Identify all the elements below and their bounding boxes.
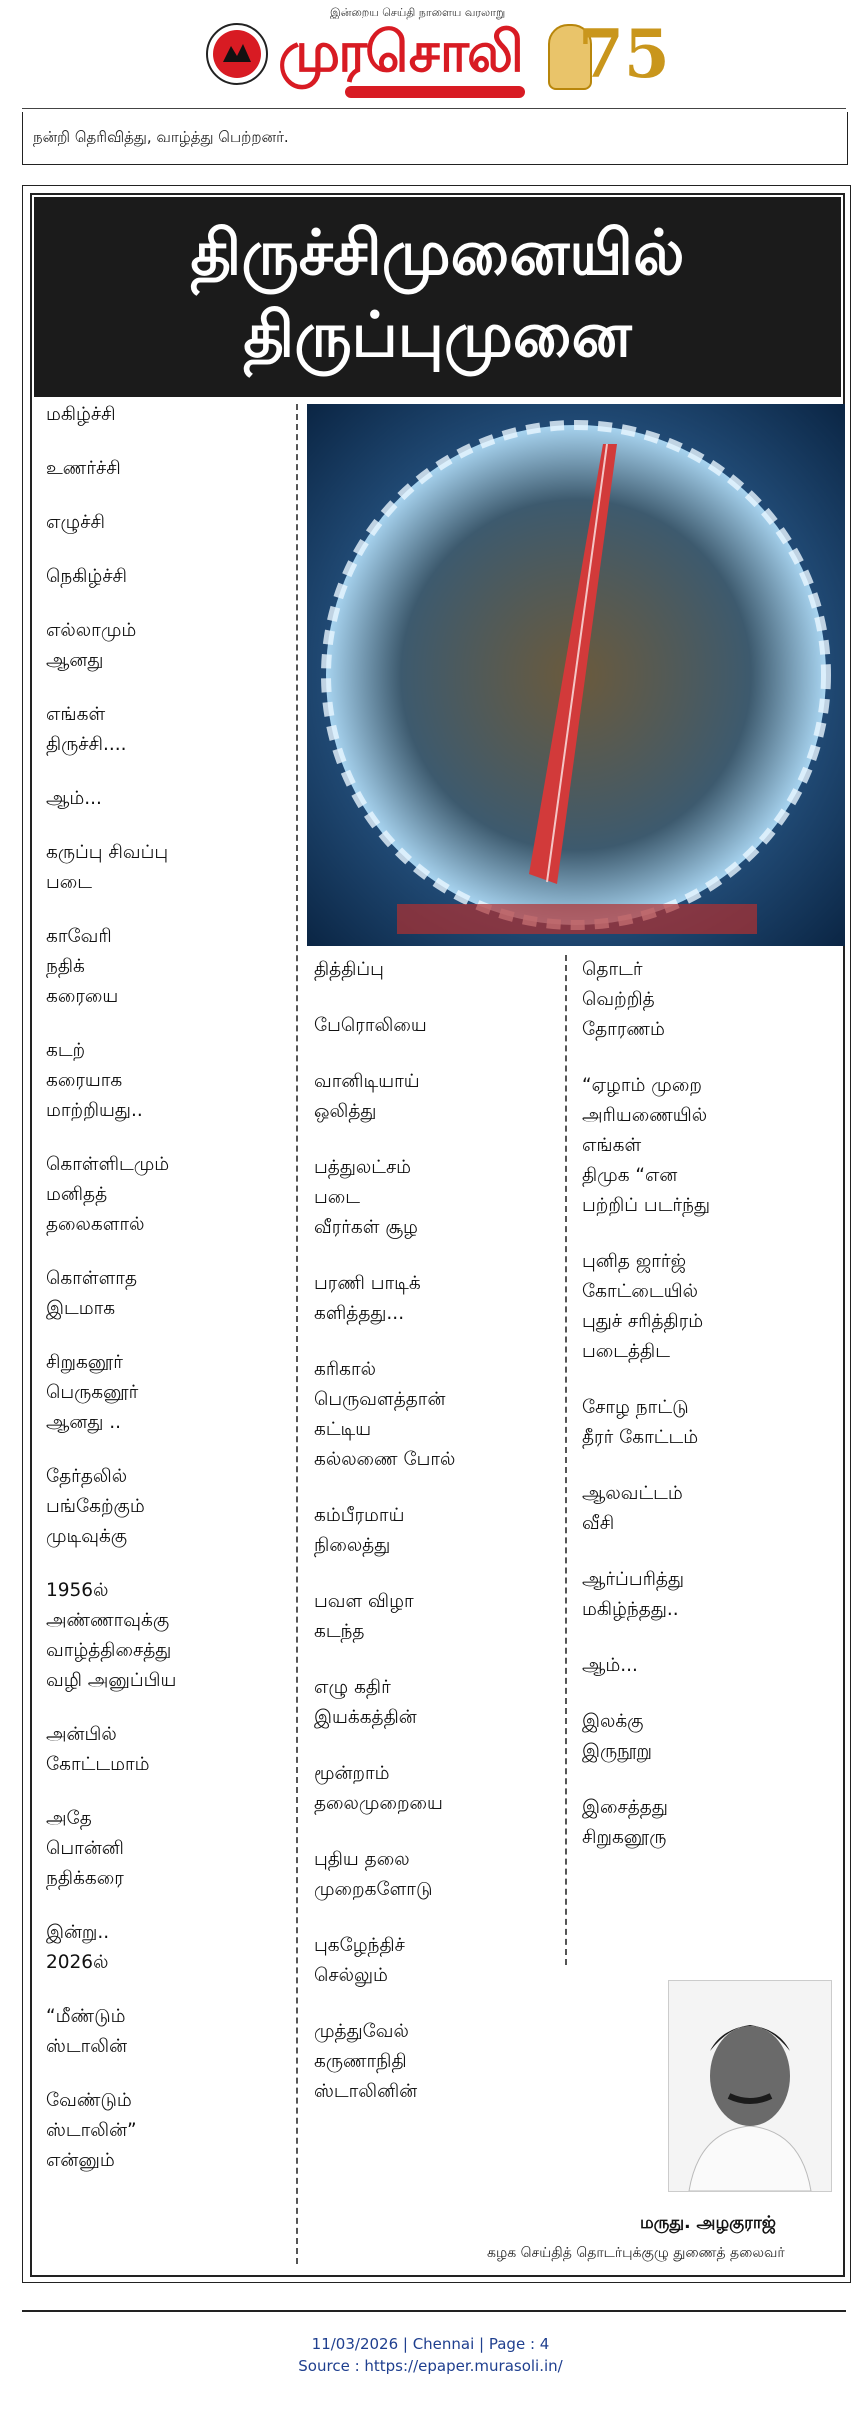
poem-stanza: கருப்பு சிவப்பு படை	[46, 842, 169, 893]
poem-stanza: புனித ஜார்ஜ் கோட்டையில் புதுச் சரித்திரம் படைத்திட	[582, 1251, 704, 1362]
poem-stanza: 1956ல் அண்ணாவுக்கு வாழ்த்திசைத்து வழி அனுப்பிய	[46, 1580, 177, 1691]
poem-stanza: ஆம்...	[46, 788, 102, 809]
author-name: மருது. அழகுராஜ்	[640, 2213, 776, 2233]
page-bottom-divider	[22, 2310, 846, 2312]
anniversary-number: 75	[578, 15, 670, 93]
column-separator-2	[565, 955, 567, 1965]
poem-stanza: இலக்கு இருநூறு	[582, 1711, 653, 1762]
poem-stanza: இசைத்தது சிறுகனூரு	[582, 1797, 668, 1848]
poem-stanza: அதே பொன்னி நதிக்கரை	[46, 1808, 124, 1889]
poem-stanza: புதிய தலை முறைகளோடு	[314, 1849, 433, 1900]
source-link[interactable]: Source : https://epaper.murasoli.in/	[298, 2357, 563, 2375]
masthead-divider	[22, 108, 846, 109]
poem-stanza: புகழேந்திச் செல்லும்	[314, 1935, 405, 1986]
poem-stanza: ஆலவட்டம் வீசி	[582, 1483, 683, 1534]
anniversary-logo	[540, 14, 670, 100]
poem-stanza: வானிடியாய் ஒலித்து	[314, 1071, 420, 1122]
poem-stanza: நெகிழ்ச்சி	[46, 566, 128, 587]
poem-stanza: ஆர்ப்பரித்து மகிழ்ந்தது..	[582, 1569, 685, 1620]
poem-stanza: தேர்தலில் பங்கேற்கும் முடிவுக்கு	[46, 1466, 145, 1547]
crowd-globe-image	[307, 404, 845, 946]
column-separator-1	[296, 404, 298, 2264]
poem-column-2	[314, 955, 554, 2133]
poem-stanza: எங்கள் திருச்சி....	[46, 704, 127, 755]
poem-stanza: எழுச்சி	[46, 512, 105, 533]
poem-column-3	[582, 955, 842, 1879]
edition-info: 11/03/2026 | Chennai | Page : 4	[311, 2335, 550, 2353]
poem-stanza: ஆம்...	[582, 1655, 638, 1676]
previous-article-snippet	[22, 112, 848, 165]
poem-column-1	[46, 400, 296, 2200]
poem-stanza: சிறுகனூர் பெருகனூர் ஆனது ..	[46, 1352, 139, 1433]
rally-photo	[307, 404, 845, 946]
masthead-tagline: இன்றைய செய்தி நாளைய வரலாறு	[330, 6, 506, 19]
poem-stanza: எழு கதிர் இயக்கத்தின்	[314, 1677, 417, 1728]
poem-stanza: உணர்ச்சி	[46, 458, 121, 479]
poem-stanza: பத்துலட்சம் படை வீரர்கள் சூழ	[314, 1157, 418, 1238]
headline-line-2: திருப்புமுனை	[243, 298, 632, 371]
poem-stanza: கரிகால் பெருவளத்தான் கட்டிய கல்லணை போல்	[314, 1359, 456, 1470]
poem-stanza: மூன்றாம் தலைமுறையை	[314, 1763, 443, 1814]
poem-stanza: கொள்ளிடமும் மனிதத் தலைகளால்	[46, 1154, 170, 1235]
poem-stanza: பரணி பாடிக் களித்தது...	[314, 1273, 421, 1324]
poem-stanza: அன்பில் கோட்டமாம்	[46, 1724, 150, 1775]
poem-stanza: தொடர் வெற்றித் தோரணம்	[582, 959, 665, 1040]
poem-stanza: பேரொலியை	[314, 1015, 427, 1036]
newspaper-name: முரசொலி	[278, 19, 522, 85]
poem-stanza: “மீண்டும் ஸ்டாலின்	[46, 2006, 128, 2057]
poem-stanza: இன்று.. 2026ல்	[46, 1922, 110, 1973]
masthead	[0, 0, 861, 112]
poem-stanza: முத்துவேல் கருணாநிதி ஸ்டாலினின்	[314, 2021, 418, 2102]
poem-stanza: கொள்ளாத இடமாக	[46, 1268, 138, 1319]
poem-stanza: மகிழ்ச்சி	[46, 404, 116, 425]
poem-stanza: தித்திப்பு	[314, 959, 384, 980]
poem-stanza: எல்லாமும் ஆனது	[46, 620, 137, 671]
article-headline	[34, 197, 841, 397]
author-photo	[668, 1980, 832, 2192]
party-emblem-icon	[205, 22, 269, 86]
poem-stanza: கம்பீரமாய் நிலைத்து	[314, 1505, 405, 1556]
author-role: கழக செய்தித் தொடர்புக்குழு துணைத் தலைவர்	[487, 2245, 785, 2261]
masthead-subtitle	[345, 86, 525, 98]
poem-stanza: “ஏழாம் முறை அரியணையில் எங்கள் திமுக “என பற்றிப் படர்ந்து	[582, 1075, 710, 1216]
author-portrait-image	[669, 1981, 831, 2191]
poem-stanza: சோழ நாட்டு தீரர் கோட்டம்	[582, 1397, 699, 1448]
poem-stanza: காவேரி நதிக் கரையை	[46, 926, 119, 1007]
poem-stanza: வேண்டும் ஸ்டாலின்” என்னும்	[46, 2090, 137, 2171]
headline-line-1: திருச்சிமுனையில்	[190, 216, 685, 289]
poem-stanza: பவள விழா கடந்த	[314, 1591, 414, 1642]
previous-article-text: நன்றி தெரிவித்து, வாழ்த்து பெற்றனர்.	[33, 128, 289, 146]
poem-stanza: கடற் கரையாக மாற்றியது..	[46, 1040, 143, 1121]
